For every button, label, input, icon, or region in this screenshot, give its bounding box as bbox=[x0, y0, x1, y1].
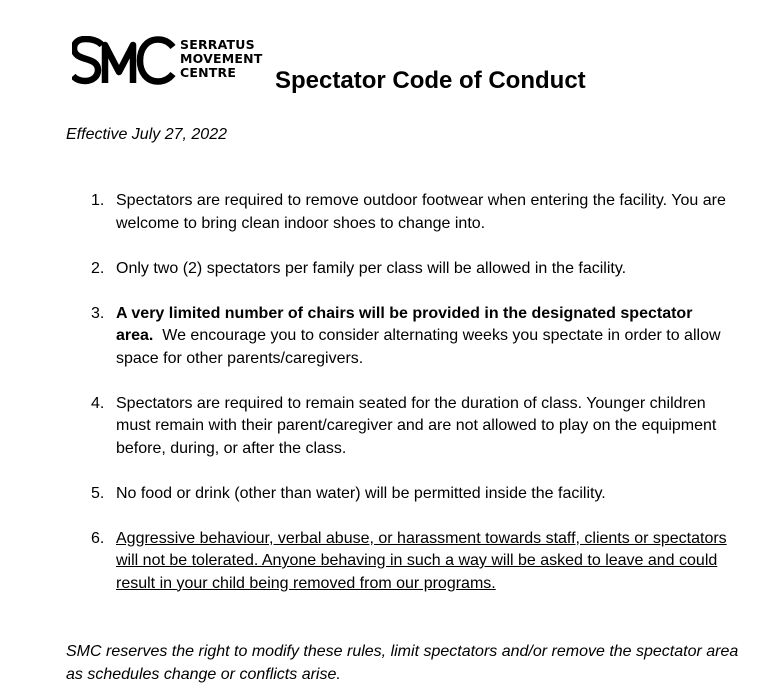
rule-number: 2. bbox=[91, 259, 105, 277]
rule-text: No food or drink (other than water) will be permitted inside the facility. bbox=[116, 484, 606, 502]
logo-line-movement: MOVEMENT bbox=[180, 51, 263, 66]
smc-logo-mark bbox=[72, 36, 176, 86]
rule-number: 4. bbox=[91, 394, 105, 412]
rule-text: We encourage you to consider alternating weeks you spectate in order to allow space for other parents/caregivers. bbox=[116, 327, 725, 367]
rule-underlined-text: Aggressive behaviour, verbal abuse, or harassment towards staff, clients or spectators will not be tolerated. Anyone behaving in such a way will be asked to leave and could result in your child being removed from our programs. bbox=[116, 529, 727, 592]
effective-date: Effective July 27, 2022 bbox=[66, 126, 227, 143]
rule-text: Spectators are required to remove outdoor footwear when entering the facility. You are welcome to bring clean indoor shoes to change into. bbox=[116, 192, 726, 232]
rule-item bbox=[0, 483, 768, 506]
rule-bold-text: A very limited number of chairs will be provided in the designated spectator area. bbox=[116, 304, 693, 344]
smc-logo bbox=[72, 36, 263, 86]
logo-line-centre: CENTRE bbox=[180, 65, 237, 80]
footer-note: SMC reserves the right to modify these rules, limit spectators and/or remove the spectator area as schedules change or conflicts arise. bbox=[66, 643, 739, 683]
rule-item bbox=[0, 303, 768, 371]
rule-text: Spectators are required to remain seated for the duration of class. Younger children must remain with their parent/caregiver and are not allowed to play on the equipment before, during, or after the class. bbox=[116, 394, 717, 457]
smc-logo-wordmark bbox=[180, 38, 263, 80]
rule-number: 5. bbox=[91, 484, 105, 502]
rule-number: 6. bbox=[91, 529, 105, 547]
rule-text: Only two (2) spectators per family per class will be allowed in the facility. bbox=[116, 259, 627, 277]
rule-item bbox=[0, 258, 768, 281]
logo-line-serratus: SERRATUS bbox=[180, 37, 255, 52]
document-title: Spectator Code of Conduct bbox=[275, 67, 586, 94]
rule-number: 3. bbox=[91, 304, 105, 322]
rule-item bbox=[0, 528, 768, 596]
rule-item bbox=[0, 190, 768, 235]
rule-number: 1. bbox=[91, 192, 105, 209]
rules-list bbox=[0, 190, 768, 618]
rule-item bbox=[0, 393, 768, 461]
